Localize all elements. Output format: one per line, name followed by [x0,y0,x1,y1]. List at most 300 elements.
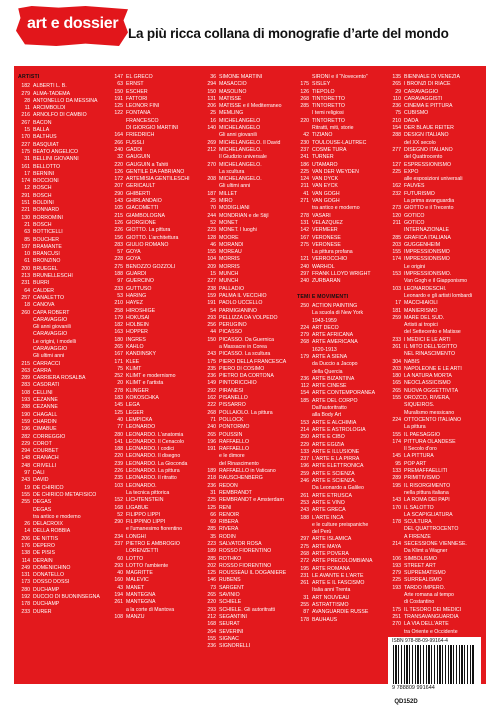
catalog-entry [204,81,292,88]
issue-title: PALLADIO [219,285,244,292]
issue-title: PIERO DELLA FRANCESCA [219,358,287,365]
issue-number: 97 [117,278,123,285]
catalog-entry [204,293,292,300]
issue-title: VERROCCHIO [312,256,348,263]
issue-title: COSMÈ TURA [312,146,347,153]
issue-number: 125 [114,409,123,416]
issue-number: 257 [21,294,30,301]
catalog-entry [204,497,292,504]
catalog-entry [297,89,385,96]
issue-title: RENOIR [219,511,240,518]
issue-title: CUBISMO [404,110,429,117]
issue-number: 174 [21,178,30,185]
issue-title: GAUGUIN [126,154,151,161]
issue-number: 193 [392,562,401,569]
catalog-entry [297,456,385,463]
catalog-entry [111,410,199,417]
issue-number: 196 [300,463,309,470]
catalog-column [111,74,199,621]
issue-title: BEATO ANGELICO [33,148,79,155]
issue-number: 150 [114,88,123,95]
catalog-entry-continuation: alle esposizioni universali [404,176,463,183]
catalog-entry [389,366,477,373]
catalog-entry-continuation: La scultura [219,168,245,175]
issue-title: IMPRESSIONISMO [404,256,450,263]
catalog-entry [389,81,477,88]
issue-number: 179 [114,314,123,321]
issue-title: REMBRANDT e Amsterdam [219,497,284,504]
issue-number: 15 [24,127,30,134]
issue-title: IMPRESSIONISMO [404,249,450,256]
issue-number: 12 [24,185,30,192]
catalog-entry [204,103,292,110]
catalog-entry [204,140,292,147]
catalog-entry [389,461,477,468]
catalog-entry [297,383,385,390]
catalog-entry [204,526,292,533]
catalog-entry [18,594,106,601]
issue-number: 224 [300,324,309,331]
issue-number: 175 [392,606,401,613]
catalog-entry [389,519,477,526]
catalog-entry [204,548,292,555]
issue-title: DALÍ [33,470,45,477]
catalog-entry [111,388,199,395]
issue-number: 240 [114,146,123,153]
issue-number: 238 [207,285,216,292]
catalog-entry-continuation: Gli ultimi anni [219,183,251,190]
catalog-entry [389,577,477,584]
issue-number: 285 [207,526,216,533]
catalog-entry [18,587,106,594]
issue-number: 69 [210,519,216,526]
issue-title: KLIMT e modernismo [126,373,176,380]
catalog-entry [389,344,477,351]
issue-title: MICHELANGELO. [219,146,262,153]
catalog-entry [204,220,292,227]
issue-title: SARGENT [219,584,245,591]
issue-number: 122 [114,110,123,117]
issue-number: 206 [207,103,216,110]
catalog-entry [389,468,477,475]
catalog-entry [111,534,199,541]
issue-title: HIROSHIGE [126,307,156,314]
catalog-entry [297,595,385,602]
issue-number: 95 [395,460,401,467]
catalog-entry [389,74,477,81]
issue-title: STREET ART [404,562,436,569]
issue-number: 127 [392,161,401,168]
issue-title: MICHELANGELO [219,125,261,132]
catalog-entry [389,388,477,395]
catalog-entry [111,439,199,446]
issue-title: MODIGLIANI [219,205,250,212]
issue-title: MOORE [219,234,239,241]
catalog-entry [111,577,199,584]
issue-title: ROUSSEAU IL DOGANIERE [219,570,287,577]
issue-number: 176 [21,543,30,549]
issue-title: RODIN [219,533,236,540]
catalog-entry [204,300,292,307]
issue-number: 154 [392,125,401,132]
catalog-entry [111,213,199,220]
issue-title: PREMAFFAELLITI [404,468,448,475]
catalog-entry [297,558,385,565]
catalog-entry-continuation: del Rinascimento [219,460,259,467]
catalog-entry [111,264,199,271]
section-heading: ARTISTI [18,74,40,80]
catalog-entry [18,251,106,258]
issue-title: MACCHIAIOLI [404,300,438,307]
issue-title: IL SALOTTO [404,504,434,511]
catalog-entry [111,366,199,373]
catalog-entry [389,497,477,504]
issue-number: 268 [300,95,309,102]
issue-title: LA PITTURA [404,453,434,460]
catalog-entry-continuation: tra Oriente e Occidente [404,628,458,635]
issue-title: LONGHI [126,533,146,540]
catalog-entry [18,579,106,586]
catalog-entry [18,426,106,433]
issue-title: MANTEGNA [126,599,156,606]
catalog-entry [18,280,106,287]
issue-number: 70 [210,205,216,212]
issue-title: FATTORI [126,95,148,102]
catalog-entry [204,388,292,395]
catalog-entry [111,337,199,344]
issue-number: 212 [207,146,216,153]
issue-number: 214 [300,426,309,433]
issue-title: ARTE E ASTROLOGIA [312,426,366,433]
catalog-entry-continuation: DEL QUATTROCENTO [404,526,459,533]
issue-number: 133 [300,448,309,455]
issue-number: 264 [207,628,216,635]
issue-title: MICHELANGELO [219,117,261,124]
issue-number: 155 [207,635,216,642]
issue-number: 297 [300,536,309,543]
issue-title: CHAGALL [33,411,58,418]
catalog-entry [111,475,199,482]
catalog-entry-continuation: e le culture preispaniche [312,521,369,528]
issue-title: CANALETTO [33,294,65,301]
issue-number: 42 [303,132,309,139]
issue-number: 179 [300,353,309,360]
issue-number: 202 [207,562,216,569]
catalog-entry [18,237,106,244]
catalog-entry [111,446,199,453]
catalog-entry [204,96,292,103]
catalog-entry [18,412,106,419]
catalog-entry [18,368,106,375]
issue-title: GRAFICA ITALIANA [404,234,451,241]
issue-number: 271 [300,198,309,205]
catalog-entry [204,643,292,650]
catalog-entry [297,376,385,383]
issue-number: 292 [207,387,216,394]
catalog-entry [204,249,292,256]
issue-number: 195 [300,565,309,572]
issue-number: 125 [207,504,216,511]
catalog-entry [111,556,199,563]
catalog-entry [297,213,385,220]
issue-number: 279 [21,90,30,97]
issue-title: VAN GOGH [312,198,340,205]
issue-number: 170 [21,134,30,141]
catalog-entry [204,308,292,315]
catalog-entry [18,164,106,171]
issue-title: MANET [126,584,145,591]
issue-title: GIULIO ROMANO [126,241,169,248]
issue-number: 167 [300,234,309,241]
catalog-entry [389,249,477,256]
issue-title: GUARDI [126,271,147,278]
issue-number: 288 [392,132,401,139]
issue-title: SEVERINI [219,628,244,635]
issue-title: SIMONE MARTINI [219,74,263,80]
issue-number: 240 [300,263,309,270]
issue-title: DEGAS [33,499,52,506]
issue-title: DÜRER [33,608,52,615]
issue-number: 178 [21,601,30,608]
catalog-entry-continuation: La pittura [404,424,426,431]
issue-number: 17 [24,170,30,177]
issue-number: 222 [207,402,216,409]
issue-title: LEONOR FINI [126,103,160,110]
issue-title: BRAMANTE [33,243,62,250]
issue-title: ROTHKO [219,555,242,562]
issue-title: ARTE E ILLUSIONE [312,448,360,455]
issue-number: 182 [114,322,123,329]
issue-number: 196 [207,438,216,445]
issue-title: CANOVA [33,302,55,309]
catalog-entry [204,556,292,563]
issue-title: CÉZANNE [33,397,58,404]
issue-number: 293 [114,562,123,569]
issue-number: 231 [300,572,309,579]
issue-number: 15 [210,271,216,278]
issue-number: 143 [392,497,401,504]
catalog-entry [111,235,199,242]
issue-title: MORANDI [219,241,244,248]
catalog-entry [111,169,199,176]
issue-title: ARTE EGIZIA [312,441,345,448]
issue-number: 142 [300,227,309,234]
issue-title: IL MITO DELL'EGITTO [404,343,458,350]
issue-number: 125 [114,103,123,110]
issue-title: SIGNAC [219,635,239,642]
issue-number: 220 [300,117,309,124]
issue-title: VAN GOGH [312,190,340,197]
catalog-entry [18,434,106,441]
catalog-entry [18,98,106,105]
issue-number: 10 [24,251,30,258]
catalog-entry [18,91,106,98]
catalog-entry [204,505,292,512]
issue-number: 266 [114,139,123,146]
catalog-entry [204,563,292,570]
issue-number: 249 [21,564,30,571]
issue-number: 19 [24,484,30,491]
catalog-entry-continuation: e l'umanesimo fiorentino [126,526,183,533]
header [0,0,500,62]
issue-title: IL PAESAGGIO [404,431,441,438]
catalog-entry [111,191,199,198]
issue-title: TINTORETTO [312,95,345,102]
issue-title: CASORATI [33,382,60,389]
catalog-entry [18,302,106,309]
issue-title: LOTTO l'ambiente [126,562,169,569]
barcode-bars [393,645,475,684]
issue-title: ARTE ISLAMICA [312,536,352,543]
issue-number: 227 [207,278,216,285]
issue-number: 268 [207,409,216,416]
issue-number: 173 [21,579,30,586]
catalog-entry [297,478,385,485]
issue-number: 108 [114,613,123,620]
issue-title: LEONARDO. I codici [126,446,175,453]
catalog-entry [204,373,292,380]
catalog-entry [389,300,477,307]
issue-number: 61 [24,258,30,265]
catalog-entry [297,442,385,449]
issue-number: 226 [114,468,123,475]
issue-number: 133 [392,468,401,475]
catalog-entry-continuation: CARAVAGGIO [33,331,68,338]
catalog-entry [389,89,477,96]
issue-title: MUNCH [219,278,239,285]
issue-number: 294 [21,448,30,455]
issue-number: 63 [117,81,123,88]
catalog-entry [204,592,292,599]
issue-title: SUPREMATISMO [404,570,446,577]
catalog-entry [297,617,385,624]
catalog-entry [297,169,385,176]
catalog-entry [204,337,292,344]
issue-number: 236 [207,482,216,489]
catalog-entry [297,551,385,558]
catalog-entry [297,198,385,205]
issue-title: ESCHER [126,88,148,95]
catalog-entry [389,242,477,249]
issue-number: 11 [24,105,30,112]
issue-title: BAUHAUS [312,616,338,623]
issue-title: RAFFAELLO in Vaticano [219,468,276,475]
issue-number: 71 [210,416,216,423]
catalog-entry-continuation: Il Secolo d'oro [404,446,437,453]
catalog-entry [111,81,199,88]
issue-number: 269 [207,139,216,146]
catalog-entry [204,541,292,548]
catalog-entry [18,142,106,149]
issue-number: 250 [300,302,309,309]
issue-title: TIEPOLO [312,88,335,95]
issue-number: 200 [21,265,30,272]
issue-title: INGRES [126,336,146,343]
catalog-entry [389,570,477,577]
issue-title: SEURAT [219,621,240,628]
issue-title: BONNARD [33,207,59,214]
issue-title: MONET. I luoghi [219,227,257,234]
catalog-entry [18,419,106,426]
issue-number: 223 [207,541,216,547]
catalog-entry [111,96,199,103]
issue-title: MONDRIAN e de Stijl [219,212,269,219]
issue-title: OTTOCENTO ITALIANO [404,416,462,423]
catalog-entry [111,432,199,439]
issue-number: 277 [392,146,401,153]
catalog-column [389,74,477,636]
catalog-entry [204,380,292,387]
issue-title: FONTANA [126,110,151,117]
issue-title: GHIRLANDAIO [126,198,162,205]
issue-number: 155 [392,431,401,438]
catalog-entry [111,162,199,169]
issue-number: 268 [300,339,309,346]
catalog-entry [204,359,292,366]
issue-title: LA VIA DELL'ARTE [404,621,449,628]
catalog-entry [389,96,477,103]
issue-title: BRUEGEL [33,265,58,272]
catalog-entry [389,315,477,322]
issue-number: 187 [207,190,216,197]
issue-title: BERNINI [33,170,55,177]
issue-title: LA NATURA MORTA [404,373,452,380]
issue-number: 293 [207,314,216,321]
issue-title: LA ROMA DEI PAPI [404,497,450,504]
catalog-entry [18,127,106,134]
catalog-entry [18,244,106,251]
issue-title: ARTE CONTEMPORANEA [312,390,376,397]
issue-title: IMPRESSIONISMO. [404,271,452,278]
catalog-entry-continuation: La pittura profana [312,249,353,256]
catalog-entry [111,271,199,278]
catalog-entry [389,308,477,315]
brand-logo [16,6,128,46]
catalog-entry-continuation: La prima avanguardia [404,198,455,205]
catalog-entry [297,390,385,397]
catalog-entry-continuation: NEL RINASCIMENTO [404,351,456,358]
issue-number: 268 [300,551,309,557]
catalog-entry [111,599,199,606]
catalog-entry [18,499,106,506]
issue-title: KLIMT e l'artista [126,380,164,387]
issue-number: 293 [207,606,216,613]
catalog-entry [297,420,385,427]
issue-number: 279 [392,570,401,577]
issue-number: 52 [117,511,123,518]
catalog-entry [297,227,385,234]
issue-number: 243 [207,351,216,358]
issue-number: 193 [21,397,30,404]
issue-title: FUTURISMO [404,190,435,197]
issue-number: 265 [207,431,216,438]
issue-number: 153 [392,271,401,278]
issue-number: 131 [21,572,30,579]
issue-title: POP ART [404,460,427,467]
catalog-entry [204,468,292,475]
catalog-entry [204,242,292,249]
issue-title: GADDI [126,146,143,153]
catalog-entry-continuation: nella pittura italiana [404,489,449,496]
catalog-entry [297,140,385,147]
issue-number: 126 [114,168,123,175]
catalog-entry [389,213,477,220]
issue-title: ARCIMBOLDI [33,105,66,112]
issue-title: CARRÀ [33,367,52,374]
issue-title: MATISSE e il Mediterraneo [219,103,282,110]
issue-title: DISEGNO ITALIANO [404,146,453,153]
issue-number: 290 [114,190,123,197]
